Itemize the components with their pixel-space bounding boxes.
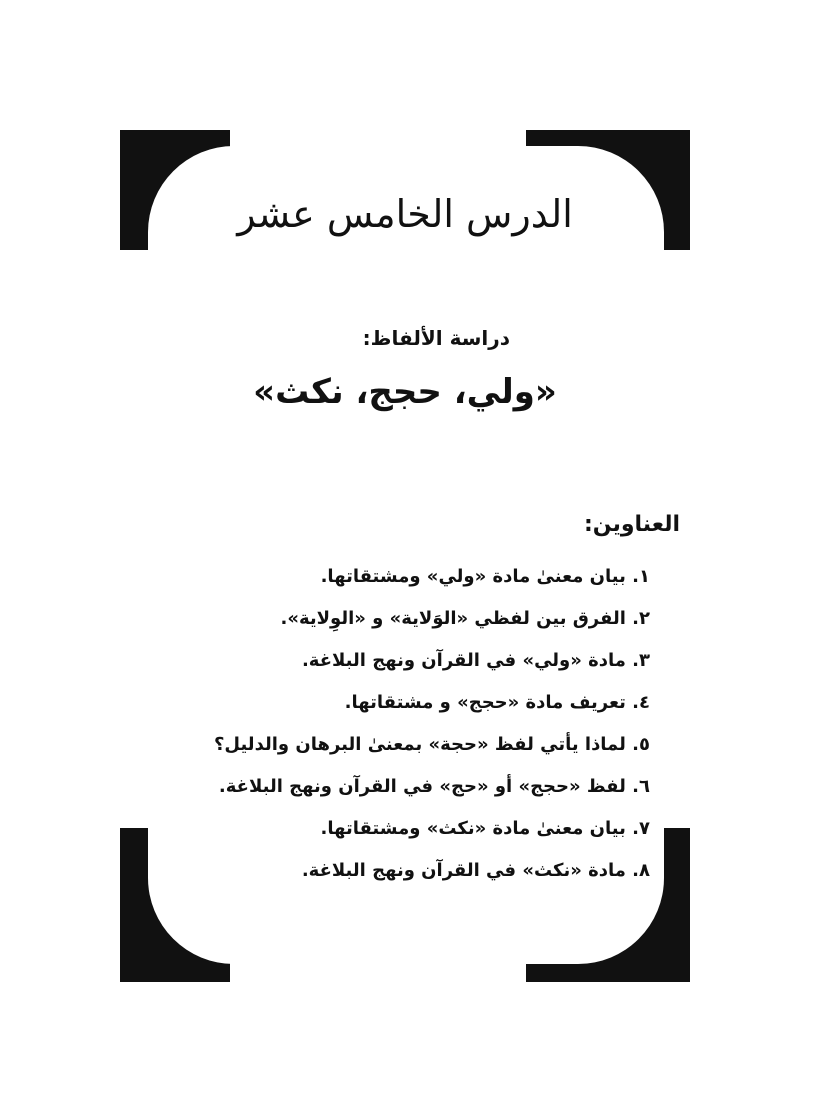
lesson-title: الدرس الخامس عشر [237,192,573,236]
topic-item: ٨. مادة «نكث» في القرآن ونهج البلاغة. [301,860,650,881]
topics-list [214,556,650,892]
topic-item: ٥. لماذا يأتي لفظ «حجة» بمعنىٰ البرهان والدليل؟ [213,734,650,755]
study-label: دراسة الألفاظ: [362,326,510,350]
studied-words: «ولي، حجج، نكث» [253,372,557,412]
topic-item: ٦. لفظ «حجج» أو «حج» في القرآن ونهج البلاغة. [218,776,650,797]
topic-item: ٢. الفرق بين لفظي «الوَلاية» و «الوِلاية». [280,608,650,629]
topic-item: ٣. مادة «ولي» في القرآن ونهج البلاغة. [301,650,650,671]
topic-item: ١. بيان معنىٰ مادة «ولي» ومشتقاتها. [320,566,650,587]
headings-label: العناوين: [584,512,680,537]
page-frame [120,130,690,982]
topic-item: ٤. تعريف مادة «حجج» و مشتقاتها. [344,692,650,713]
lesson-content [120,130,690,982]
topic-item: ٧. بيان معنىٰ مادة «نكث» ومشتقاتها. [320,818,650,839]
